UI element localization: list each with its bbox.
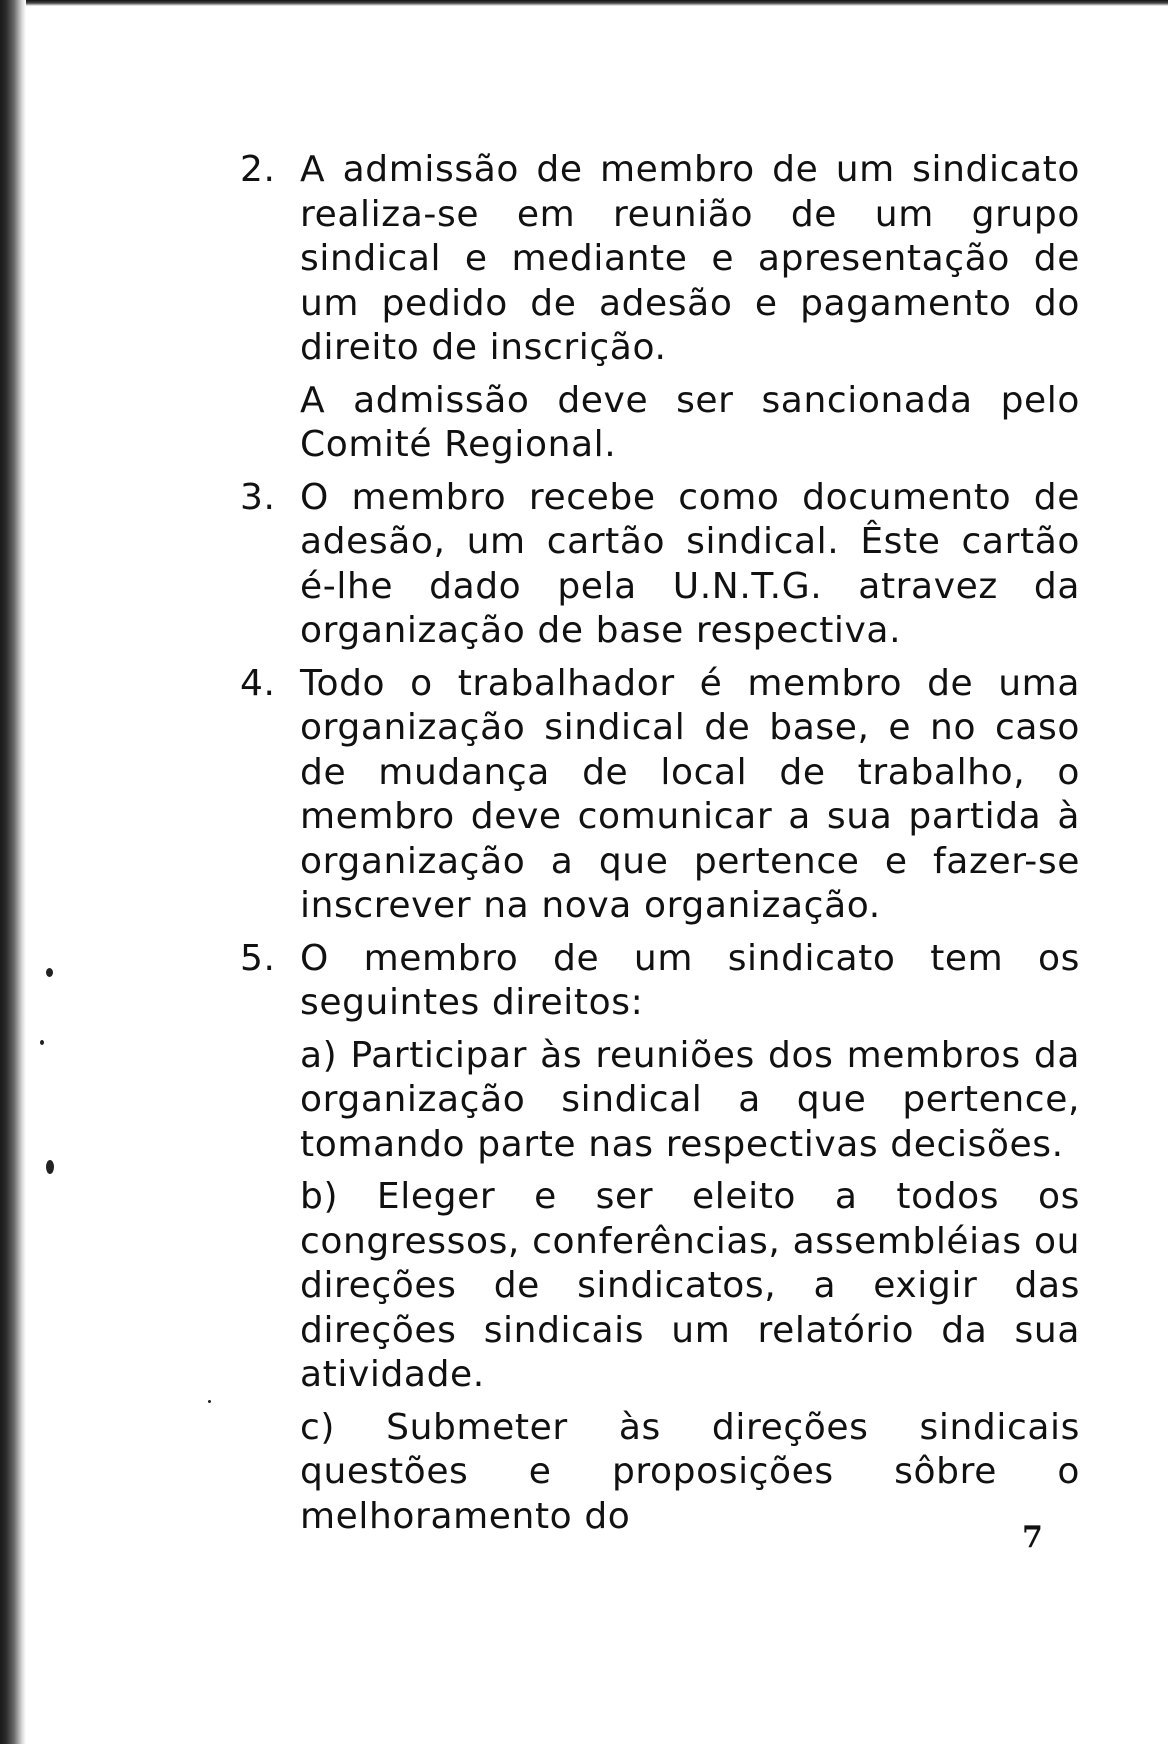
speck-mark xyxy=(208,1400,211,1403)
sub-item-b: b) Eleger e ser eleito a todos os congressos, conferências, assembléias ou direções de sindicatos, a exigir das direções sindicais um relatório da sua atividade. xyxy=(300,1176,1080,1395)
list-item xyxy=(240,937,1080,1540)
list-item xyxy=(240,476,1080,654)
item-number: 5. xyxy=(240,937,276,979)
item-number: 4. xyxy=(240,662,276,704)
page-number: 7 xyxy=(1022,1520,1043,1555)
item-paragraph: O membro de um sindicato tem os seguintes direitos: xyxy=(300,937,1080,1023)
page-binding-edge xyxy=(0,0,26,1744)
sub-item-a: a) Participar às reuniões dos membros da organização sindical a que pertence, tomando parte nas respectivas decisões. xyxy=(300,1034,1080,1165)
document-body xyxy=(240,148,1080,1547)
item-number: 2. xyxy=(240,149,276,190)
item-paragraph: O membro recebe como documento de adesão, um cartão sindical. Êste cartão é-lhe dado pela U.N.T.G. atravez da organização de base respectiva. xyxy=(300,476,1080,651)
item-number: 3. xyxy=(240,476,276,518)
speck-mark xyxy=(46,968,53,977)
speck-mark xyxy=(46,1160,54,1174)
item-paragraph: A admissão deve ser sancionada pelo Comité Regional. xyxy=(300,379,1080,465)
item-paragraph: Todo o trabalhador é membro de uma organização sindical de base, e no caso de mudança de local de trabalho, o membro deve comunicar a sua partida à organização a que pertence e fazer-se inscrever na nova organização. xyxy=(300,662,1080,926)
list-item xyxy=(240,662,1080,929)
speck-mark xyxy=(40,1040,44,1045)
item-paragraph: A admissão de membro de um sindicato realiza-se em reunião de um grupo sindical e mediante e apresentação de um pedido de adesão e pagamento do direito de inscrição. xyxy=(300,149,1080,368)
page-top-edge-shadow xyxy=(0,0,1168,6)
sub-item-c: c) Submeter às direções sindicais questões e proposições sôbre o melhoramento do xyxy=(300,1406,1080,1537)
list-item xyxy=(240,148,1080,468)
